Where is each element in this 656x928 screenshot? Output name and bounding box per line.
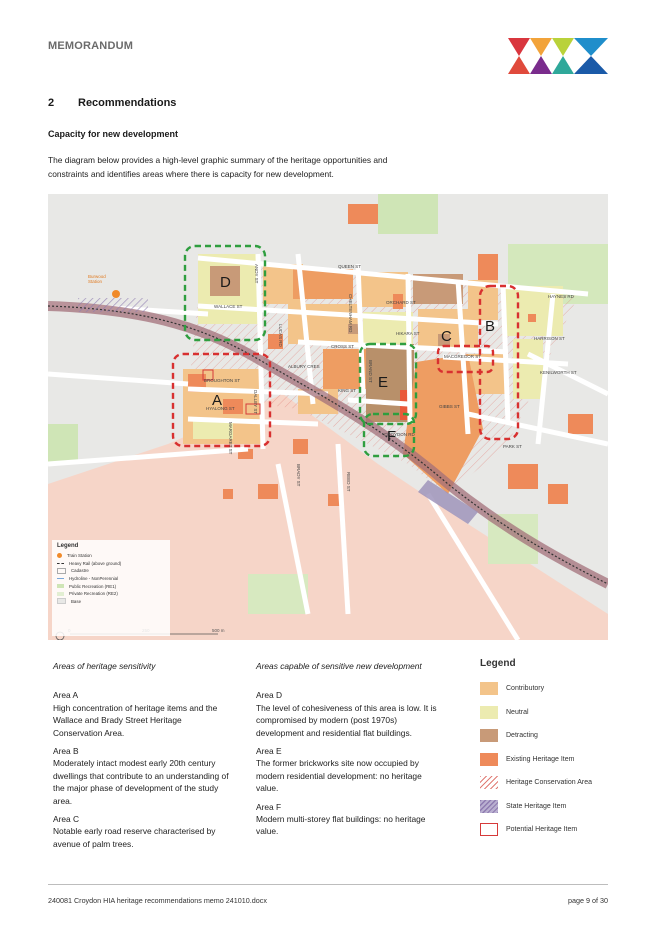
street-label: ALBURY CRES xyxy=(288,364,320,369)
subheading: Capacity for new development xyxy=(48,129,179,139)
neutral-swatch-icon xyxy=(480,706,498,719)
map-legend-row xyxy=(57,567,165,575)
cadastre-icon xyxy=(57,568,66,574)
area-line: the major phase of development of the study xyxy=(53,783,219,794)
area-title: Area F xyxy=(256,801,282,812)
map-legend-row xyxy=(57,590,165,598)
area-line: area. xyxy=(53,795,73,806)
section-number: 2 xyxy=(48,97,55,109)
area-line: dwellings that contribute to an understanding of xyxy=(53,770,229,781)
area-title: Area B xyxy=(53,746,79,757)
area-label-d: D xyxy=(220,274,231,291)
street-label: WALLACE ST xyxy=(214,304,243,309)
base-icon xyxy=(57,598,66,604)
area-item xyxy=(53,745,253,807)
station-label: Burwood Station xyxy=(88,274,106,284)
street-label: HYALONG ST xyxy=(206,406,235,411)
area-line: avenue of palm trees. xyxy=(53,838,134,849)
area-item xyxy=(256,689,466,739)
map-legend xyxy=(480,658,610,842)
capable-development-column xyxy=(256,660,466,844)
street-label: ANDY ST xyxy=(254,264,259,284)
state-heritage-swatch-icon xyxy=(480,800,498,813)
map-legend-label: Cadastre xyxy=(71,568,89,574)
area-label-b: B xyxy=(485,318,496,335)
area-item xyxy=(53,689,253,739)
street-label: MARGARET ST xyxy=(228,422,233,455)
area-title: Area D xyxy=(256,690,283,701)
legend-row xyxy=(480,701,610,725)
heritage-sensitivity-column xyxy=(53,660,253,856)
street-label: GIBBS ST xyxy=(439,404,460,409)
area-label-f: F xyxy=(387,428,397,445)
area-item xyxy=(53,813,253,850)
street-label: MACGREGOR ST xyxy=(444,354,482,359)
legend-label: Contributory xyxy=(506,685,545,693)
street-label: BRADY ST xyxy=(296,464,301,487)
area-label-e: E xyxy=(378,374,389,391)
legend-row xyxy=(480,771,610,795)
map-legend-label: Hydroline - NonPerennial xyxy=(69,576,119,582)
area-line: Conservation Area. xyxy=(53,727,125,738)
area-line: Notable early road reserve characterised by xyxy=(53,826,216,837)
street-label: CROSS ST xyxy=(331,344,355,349)
area-item xyxy=(256,801,466,838)
area-line: compromised by modern (post 1970s) xyxy=(256,715,398,726)
street-label: KING ST xyxy=(338,388,357,393)
area-line: Wallace and Brady Street Heritage xyxy=(53,715,182,726)
map-legend-title: Legend xyxy=(57,543,79,549)
street-label: BRAND ST xyxy=(368,360,373,383)
area-title: Area C xyxy=(53,814,80,825)
map-legend-row xyxy=(57,582,165,590)
street-label: DALLEY ST xyxy=(253,390,258,415)
map-legend-row xyxy=(57,598,165,606)
section-title: Recommendations xyxy=(78,97,177,109)
map-legend-label: Private Recreation (RE2) xyxy=(69,591,118,597)
hydroline-icon xyxy=(57,578,64,579)
legend-label: Neutral xyxy=(506,708,529,716)
heritage-conservation-swatch-icon xyxy=(480,776,498,789)
street-label: KENILWORTH ST xyxy=(540,370,577,375)
footer-document-name: 240081 Croydon HIA heritage recommendations memo 241010.docx xyxy=(48,896,267,905)
area-title: Area A xyxy=(53,690,79,701)
intro-paragraph xyxy=(48,153,428,181)
heavy-rail-icon xyxy=(57,563,64,564)
area-title: Area E xyxy=(256,746,282,757)
street-label: CHELTENHAM RD xyxy=(348,294,353,333)
map-inset-legend xyxy=(52,540,170,636)
map-legend-row xyxy=(57,575,165,583)
detracting-swatch-icon xyxy=(480,729,498,742)
street-label: QUEEN ST xyxy=(338,264,362,269)
street-label: LUCAS RD xyxy=(278,324,283,347)
legend-label: Existing Heritage Item xyxy=(506,755,575,763)
area-line: value. xyxy=(256,783,279,794)
legend-label: Potential Heritage Item xyxy=(506,826,578,834)
heritage-map xyxy=(48,194,608,640)
street-label: CROYDON RD xyxy=(384,432,415,437)
area-line: The level of cohesiveness of this area is low. It is xyxy=(256,702,437,713)
street-label: PARK ST xyxy=(503,444,522,449)
area-label-c: C xyxy=(441,328,452,345)
footer-page-number: page 9 of 30 xyxy=(568,896,608,905)
legend-row xyxy=(480,724,610,748)
map-legend-row xyxy=(57,552,165,560)
contributory-swatch-icon xyxy=(480,682,498,695)
street-label: REED ST xyxy=(346,472,351,492)
area-label-a: A xyxy=(212,392,223,409)
street-label: HIKARA ST xyxy=(396,331,420,336)
area-line: modern residential development: no heritage xyxy=(256,770,422,781)
street-label: HAYNES RD xyxy=(548,294,574,299)
area-line: High concentration of heritage items and the xyxy=(53,702,218,713)
legend-row xyxy=(480,818,610,842)
legend-row xyxy=(480,795,610,819)
area-line: development and residential flat buildings. xyxy=(256,727,412,738)
column-heading: Areas of heritage sensitivity xyxy=(53,661,156,671)
legend-row xyxy=(480,677,610,701)
legend-label: State Heritage Item xyxy=(506,802,567,810)
area-item xyxy=(256,745,466,795)
existing-heritage-swatch-icon xyxy=(480,753,498,766)
area-line: The former brickworks site now occupied by xyxy=(256,758,419,769)
legend-title: Legend xyxy=(480,658,516,669)
potential-heritage-swatch-icon xyxy=(480,823,498,836)
map-legend-label: Train Station xyxy=(67,553,92,559)
intro-line: constraints and identifies areas where there is capacity for new development. xyxy=(48,169,334,179)
legend-label: Detracting xyxy=(506,732,538,740)
street-label: BROUGHTON ST xyxy=(204,378,241,383)
map-legend-label: Base xyxy=(71,598,82,604)
private-recreation-icon xyxy=(57,592,64,596)
street-label: HARRISON ST xyxy=(534,336,565,341)
train-station-icon xyxy=(57,553,62,558)
legend-label: Heritage Conservation Area xyxy=(506,779,592,787)
footer-divider xyxy=(48,884,608,885)
intro-line: The diagram below provides a high-level graphic summary of the heritage opportunities and xyxy=(48,155,388,165)
public-recreation-icon xyxy=(57,584,64,588)
column-heading: Areas capable of sensitive new development xyxy=(256,661,422,671)
area-line: Modern multi-storey flat buildings: no heritage xyxy=(256,814,426,825)
area-line: Moderately intact modest early 20th century xyxy=(53,758,216,769)
street-label: ORCHARD ST xyxy=(386,300,416,305)
legend-row xyxy=(480,748,610,772)
memo-label: MEMORANDUM xyxy=(48,40,134,52)
scale-label-end: 500 m xyxy=(212,628,225,633)
company-logo xyxy=(508,38,608,74)
area-line: value. xyxy=(256,826,279,837)
map-legend-row xyxy=(57,560,165,568)
map-legend-label: Public Recreation (RE1) xyxy=(69,583,117,589)
map-legend-label: Heavy Rail (above ground) xyxy=(69,560,122,566)
